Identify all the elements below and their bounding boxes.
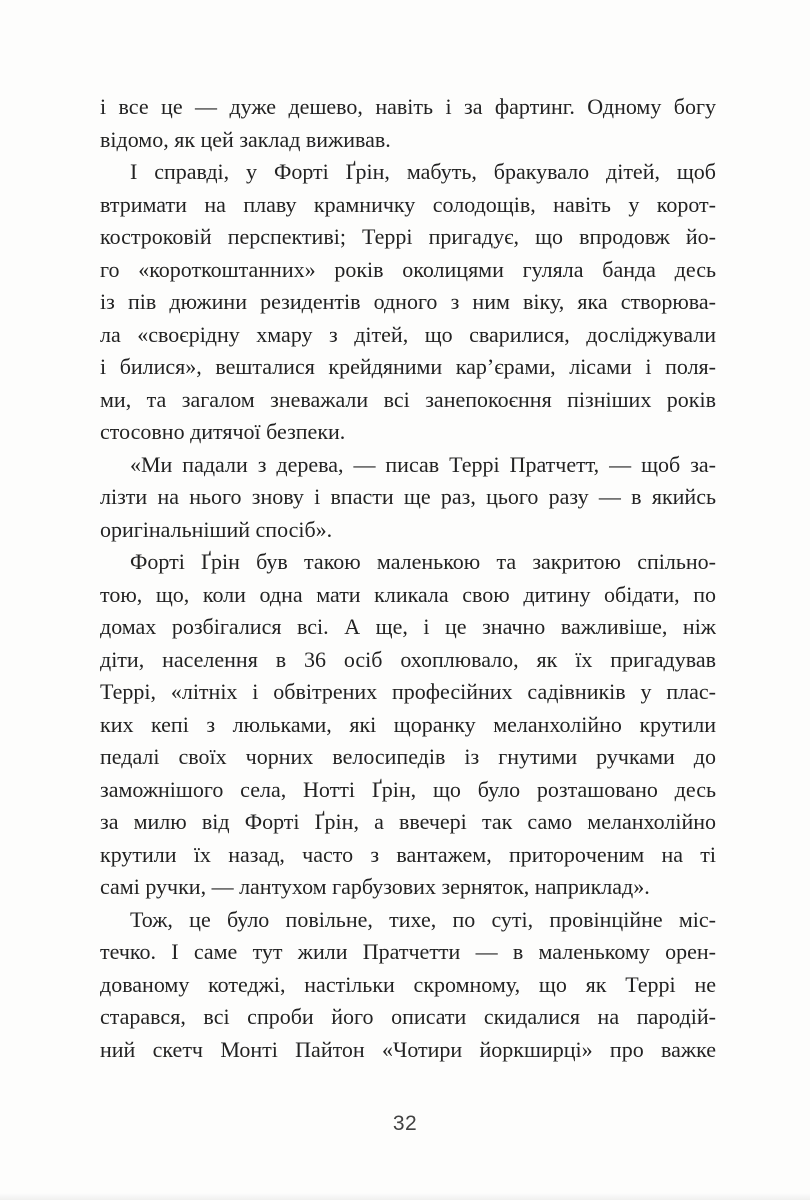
text-line: «Ми падали з дерева, — писав Террі Пратчетт, — щоб за- (130, 451, 716, 477)
text-line: Тож, це було повільне, тихе, по суті, провінційне міс- (130, 906, 716, 932)
paragraph (100, 449, 716, 547)
text-line: лізти на нього знову і впасти ще раз, цього разу — в якийсь (100, 484, 716, 509)
text-line: із пів дюжини резидентів одного з ним віку, яка створюва- (100, 289, 716, 314)
text-line: ми, та загалом зневажали всі занепокоєння пізніших років (100, 386, 716, 412)
page-number: 32 (392, 1112, 418, 1135)
text-line: тою, що, коли одна мати кликала свою дитину обідати, по (100, 581, 716, 607)
text-line: ний скетч Монті Пайтон «Чотири йоркширці» про важке (100, 1036, 716, 1062)
paragraph (100, 91, 716, 156)
paragraph (100, 904, 716, 1067)
text-line: педалі своїх чорних велосипедів із гнутими ручками до (100, 744, 716, 769)
text-line: ла «своєрідну хмару з дітей, що сварилися, досліджували (100, 321, 716, 347)
text-line: крутили їх назад, часто з вантажем, приторoченим на ті (100, 841, 716, 867)
text-line: го «короткоштанних» років околицями гуляла банда десь (100, 256, 716, 282)
paragraph (100, 546, 716, 904)
paragraph (100, 156, 716, 449)
text-line: заможнішого села, Нотті Ґрін, що було розташовано десь (100, 776, 716, 802)
text-line: Террі, «літніх і обвітрених професійних садівників у плас- (100, 679, 716, 704)
scan-bottom-edge (0, 1193, 810, 1200)
text-line: ких кепі з люльками, які щоранку меланхолійно крутили (100, 711, 716, 737)
text-line: і все це — дуже дешево, навіть і за фартинг. Одному богу (100, 94, 716, 119)
text-line: дованому котеджі, настільки скромному, що як Террі не (100, 971, 716, 997)
text-line: Форті Ґрін був такою маленькою та закритою спільно- (130, 549, 716, 574)
text-line: старався, всі спроби його описати скидалися на пародій- (100, 1004, 716, 1029)
text-line: за милю від Форті Ґрін, а ввечері так само меланхолійно (100, 809, 716, 834)
text-line: костроковій перспективі; Террі пригадує, що впродовж йо- (100, 224, 716, 249)
text-line: і билися», вешталися крейдяними кар’єрами, лісами і поля- (100, 354, 716, 379)
text-line: стосовно дитячої безпеки. (100, 419, 346, 444)
text-line: домах розбігалися всі. А ще, і це значно важливіше, ніж (100, 614, 716, 639)
text-line: І справді, у Форті Ґрін, мабуть, бракувало дітей, щоб (130, 159, 716, 184)
text-line: діти, населення в 36 осіб охоплювало, як їх пригадував (100, 646, 716, 672)
page-body (100, 91, 716, 1066)
text-line: течко. І саме тут жили Пратчетти — в маленькому орен- (100, 939, 716, 964)
text-line: відомо, як цей заклад виживав. (100, 126, 391, 152)
text-line: втримати на плаву крамничку солодощів, навіть у корот- (100, 191, 716, 217)
text-line: оригінальніший спосіб». (100, 516, 333, 542)
text-line: самі ручки, — лантухом гарбузових зерняток, наприклад». (100, 874, 650, 899)
